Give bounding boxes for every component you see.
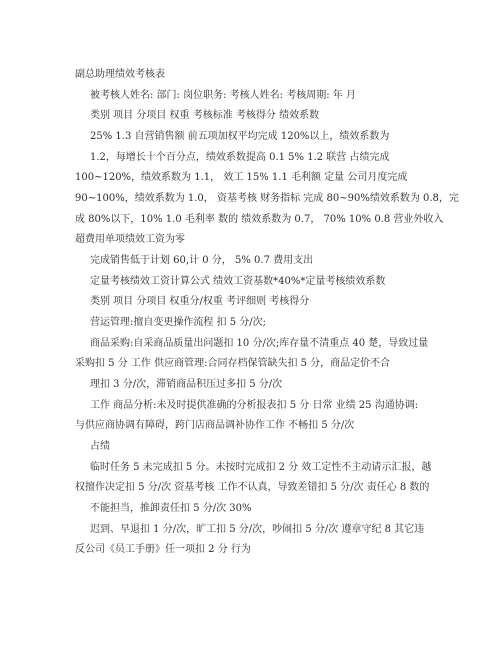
document-line: 超费用单项绩效工资为零 [75,234,185,245]
document-line: 权擅作决定扣 5 分/次 资基考核 工作不认真，导致差错扣 5 分/次 责任心 8 数的 [75,482,430,493]
document-line: 营运管理:擅自变更操作流程 扣 5 分/次; [90,317,267,328]
document-line: 采购扣 5 分 工作 供应商管理:合同存档保管缺失扣 5 分，商品定价不合 [75,358,391,369]
document-line: 类别 项目 分项目 权重分/权重 考评细则 考核得分 [90,296,310,307]
document-line: 类别 项目 分项目 权重 考核标准 考核得分 绩效系数 [90,110,320,121]
document-line: 工作 商品分析:未及时提供准确的分析报表扣 5 分 日常 业绩 25 沟通协调: [90,400,419,411]
document-line: 被考核人姓名: 部门: 岗位职务: 考核人姓名: 考核周期: 年 月 [90,90,356,101]
document-line: 临时任务 5 未完成扣 5 分。未按时完成扣 2 分 效工定性不主动请示汇报，越 [90,462,432,473]
document-line: 迟到、早退扣 1 分/次，旷工扣 5 分/次，吵闹扣 5 分/次 遵章守纪 8 其它违 [90,524,425,535]
document-line: 理扣 3 分/次，滞销商品积压过多扣 5 分/次 [90,379,283,390]
document-line: 成 80%以下，10% 1.0 毛利率 数的 绩效系数为 0.7， 70% 10% 0.8 营业外收入 [75,214,444,225]
document-line: 完成销售低于计划 60,计 0 分， 5% 0.7 费用支出 [90,255,314,266]
document-line: 90~100%，绩效系数为 1.0， 资基考核 财务指标 完成 80~90%绩效系数为 0.8，完 [75,193,459,204]
document-line: 反公司《员工手册》任一项扣 2 分 行为 [75,544,251,555]
document-line: 占绩 [90,441,110,452]
document-line: 定量考核绩效工资计算公式 绩效工资基数*40%*定量考核绩效系数 [90,276,386,287]
document-line: 100~120%，绩效系数为 1.1， 效工 15% 1.1 毛利额 定量 公司月度完成 [75,172,408,183]
document-line: 25% 1.3 自营销售额 前五项加权平均完成 120%以上，绩效系数为 [90,131,390,142]
document-line: 与供应商协调有障碍，跨门店商品调补协作工作 不畅扣 5 分/次 [75,420,355,431]
document-line: 商品采购:自采商品质量出问题扣 10 分/次;库存量不清重点 40 楚，导致过量 [90,338,429,349]
document-title: 副总助理绩效考核表 [75,69,165,80]
document-line: 1.2，每增长十个百分点，绩效系数提高 0.1 5% 1.2 联营 占绩完成 [90,152,390,163]
document-line: 不能担当，推卸责任扣 5 分/次 30% [90,503,252,514]
